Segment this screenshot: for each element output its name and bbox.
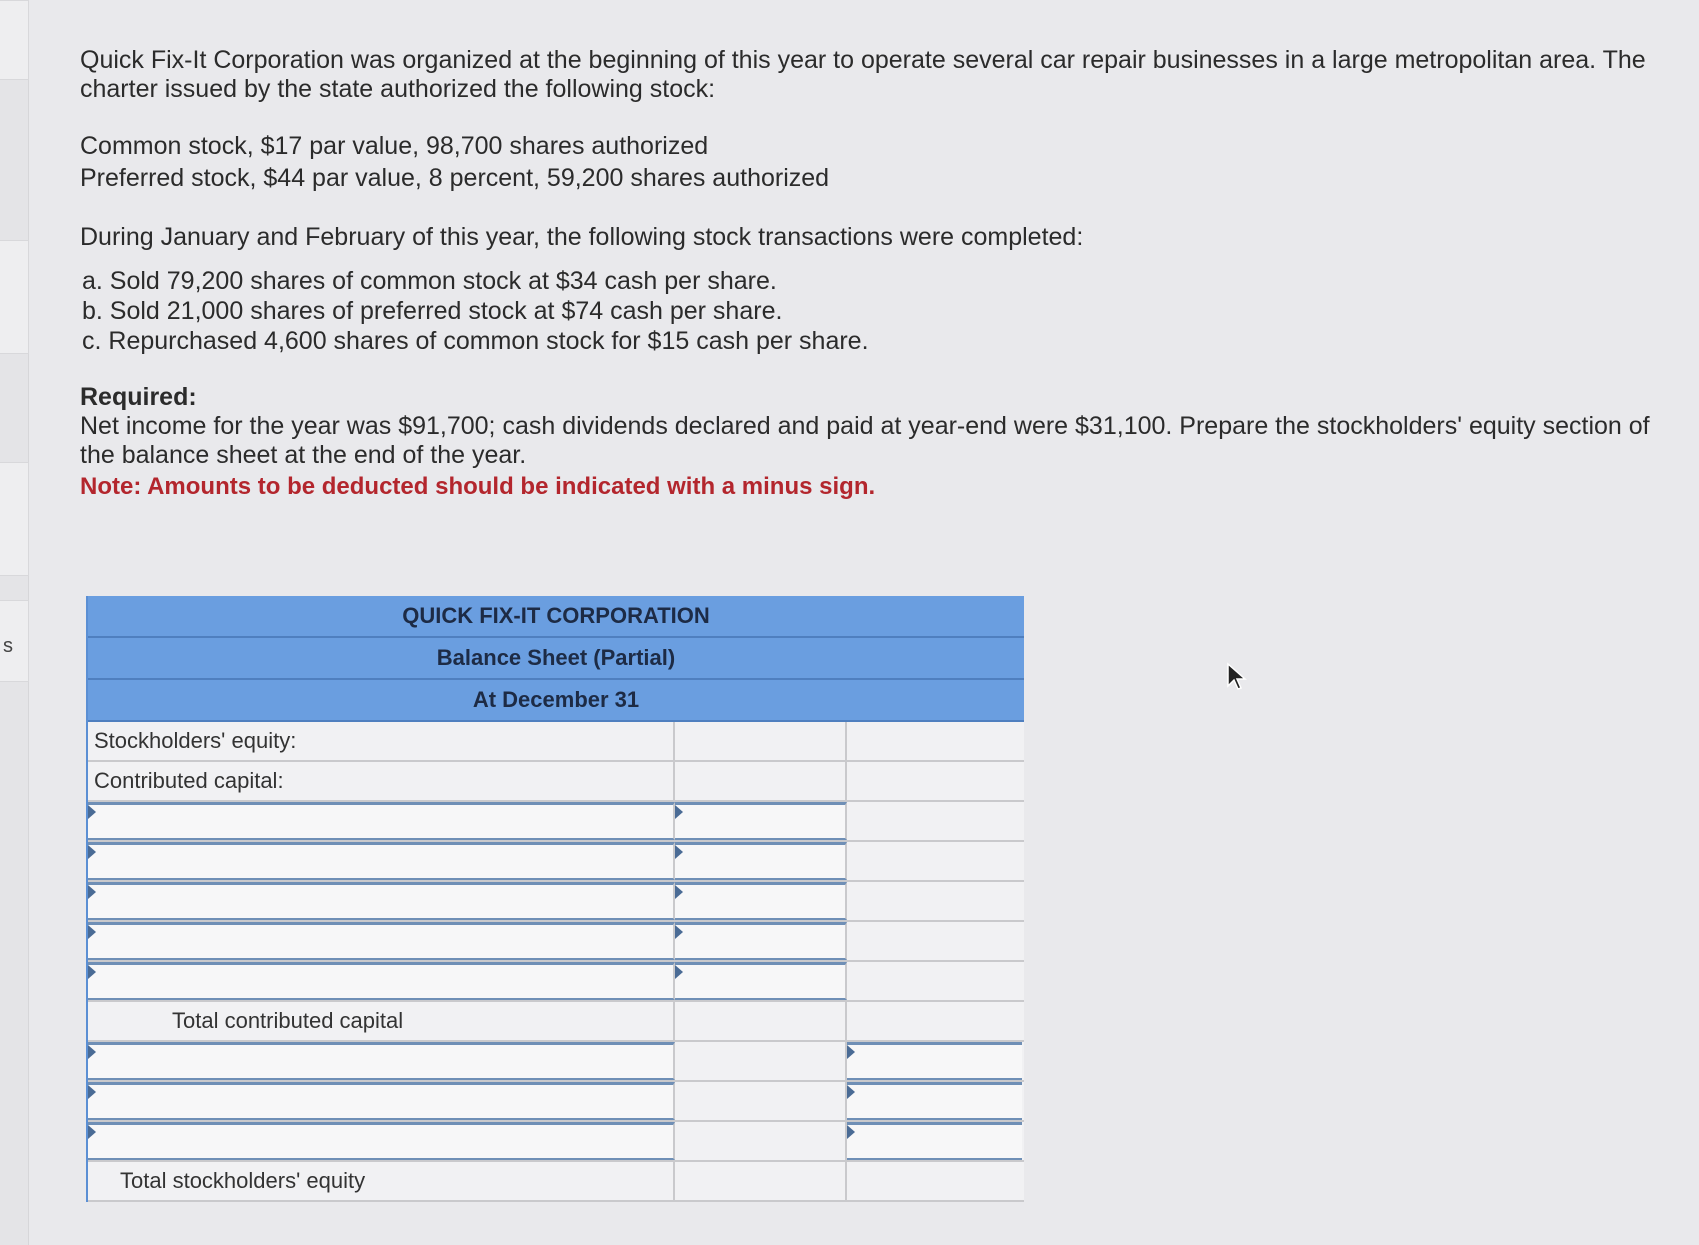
contributed-capital-label: Contributed capital: (88, 762, 675, 800)
table-row (88, 762, 1024, 802)
table-row (88, 1042, 1024, 1082)
rail-tab[interactable] (0, 0, 29, 80)
rail-letter: s (3, 635, 13, 657)
dropdown-marker-icon (675, 845, 683, 859)
amount-cell (847, 882, 1022, 920)
table-row (88, 882, 1024, 922)
amount-input[interactable] (675, 802, 847, 840)
preferred-stock-line: Preferred stock, $44 par value, 8 percent, 59,200 shares authorized (80, 164, 830, 192)
common-stock-line: Common stock, $17 par value, 98,700 shares authorized (80, 132, 709, 160)
amount-input[interactable] (675, 962, 847, 1000)
table-row (88, 1122, 1024, 1162)
amount-cell (847, 1162, 1022, 1200)
table-row (88, 722, 1024, 762)
amount-cell (847, 922, 1022, 960)
account-dropdown[interactable] (88, 1082, 675, 1120)
rail-tab[interactable] (0, 240, 29, 354)
table-row (88, 802, 1024, 842)
amount-input[interactable] (847, 1082, 1022, 1120)
table-row (88, 962, 1024, 1002)
transaction-item: c. Repurchased 4,600 shares of common stock for $15 cash per share. (82, 327, 869, 355)
dropdown-marker-icon (88, 885, 96, 899)
dropdown-marker-icon (88, 1085, 96, 1099)
rail-tab[interactable] (0, 462, 29, 576)
account-dropdown[interactable] (88, 802, 675, 840)
left-rail (0, 0, 29, 1245)
amount-cell (847, 962, 1022, 1000)
dropdown-marker-icon (675, 925, 683, 939)
amount-cell (847, 762, 1022, 800)
sheet-title: Balance Sheet (Partial) (88, 638, 1024, 680)
transaction-item: b. Sold 21,000 shares of preferred stock at $74 cash per share. (82, 297, 783, 325)
transaction-item: a. Sold 79,200 shares of common stock at $34 cash per share. (82, 267, 777, 295)
total-equity-label: Total stockholders' equity (88, 1162, 675, 1200)
amount-cell (675, 1162, 847, 1200)
sheet-date: At December 31 (88, 680, 1024, 722)
dropdown-marker-icon (847, 1125, 855, 1139)
dropdown-marker-icon (88, 845, 96, 859)
dropdown-marker-icon (847, 1085, 855, 1099)
note-text: Note: Amounts to be deducted should be indicated with a minus sign. (80, 473, 876, 500)
problem-content (80, 46, 1680, 502)
amount-cell (675, 1042, 847, 1080)
dropdown-marker-icon (675, 805, 683, 819)
table-row (88, 842, 1024, 882)
amount-cell (675, 1002, 847, 1040)
account-dropdown[interactable] (88, 922, 675, 960)
account-dropdown[interactable] (88, 882, 675, 920)
dropdown-marker-icon (88, 1125, 96, 1139)
amount-input[interactable] (847, 1122, 1022, 1160)
amount-input[interactable] (675, 842, 847, 880)
account-dropdown[interactable] (88, 1122, 675, 1160)
stockholders-equity-label: Stockholders' equity: (88, 722, 675, 760)
amount-cell (847, 802, 1022, 840)
account-dropdown[interactable] (88, 1042, 675, 1080)
table-row (88, 1162, 1024, 1202)
transaction-list (82, 266, 1680, 356)
amount-cell (675, 762, 847, 800)
required-text: Net income for the year was $91,700; cash dividends declared and paid at year-end were $31,100. Prepare the stockholders' equity section of the balance sheet at the end of the year. (80, 412, 1650, 469)
authorized-stock (80, 130, 1680, 194)
account-dropdown[interactable] (88, 962, 675, 1000)
amount-cell (675, 1122, 847, 1160)
amount-input[interactable] (675, 922, 847, 960)
amount-input[interactable] (847, 1042, 1022, 1080)
required-heading: Required: (80, 383, 197, 411)
amount-cell (847, 1002, 1022, 1040)
amount-cell (675, 1082, 847, 1120)
table-row (88, 1082, 1024, 1122)
table-row (88, 922, 1024, 962)
sheet-company: QUICK FIX-IT CORPORATION (88, 596, 1024, 638)
account-dropdown[interactable] (88, 842, 675, 880)
total-contributed-label: Total contributed capital (88, 1002, 675, 1040)
dropdown-marker-icon (675, 885, 683, 899)
dropdown-marker-icon (88, 925, 96, 939)
dropdown-marker-icon (88, 805, 96, 819)
problem-intro: Quick Fix-It Corporation was organized at the beginning of this year to operate several car repair businesses in a large metropolitan area. The charter issued by the state authorized the following stock: (80, 46, 1646, 103)
table-row (88, 1002, 1024, 1042)
mouse-pointer-icon (1226, 662, 1248, 692)
dropdown-marker-icon (847, 1045, 855, 1059)
amount-cell (847, 842, 1022, 880)
dropdown-marker-icon (675, 965, 683, 979)
dropdown-marker-icon (88, 1045, 96, 1059)
transactions-intro: During January and February of this year, the following stock transactions were completed: (80, 223, 1084, 251)
amount-input[interactable] (675, 882, 847, 920)
amount-cell (675, 722, 847, 760)
amount-cell (847, 722, 1022, 760)
dropdown-marker-icon (88, 965, 96, 979)
balance-sheet-table (86, 596, 1024, 1202)
